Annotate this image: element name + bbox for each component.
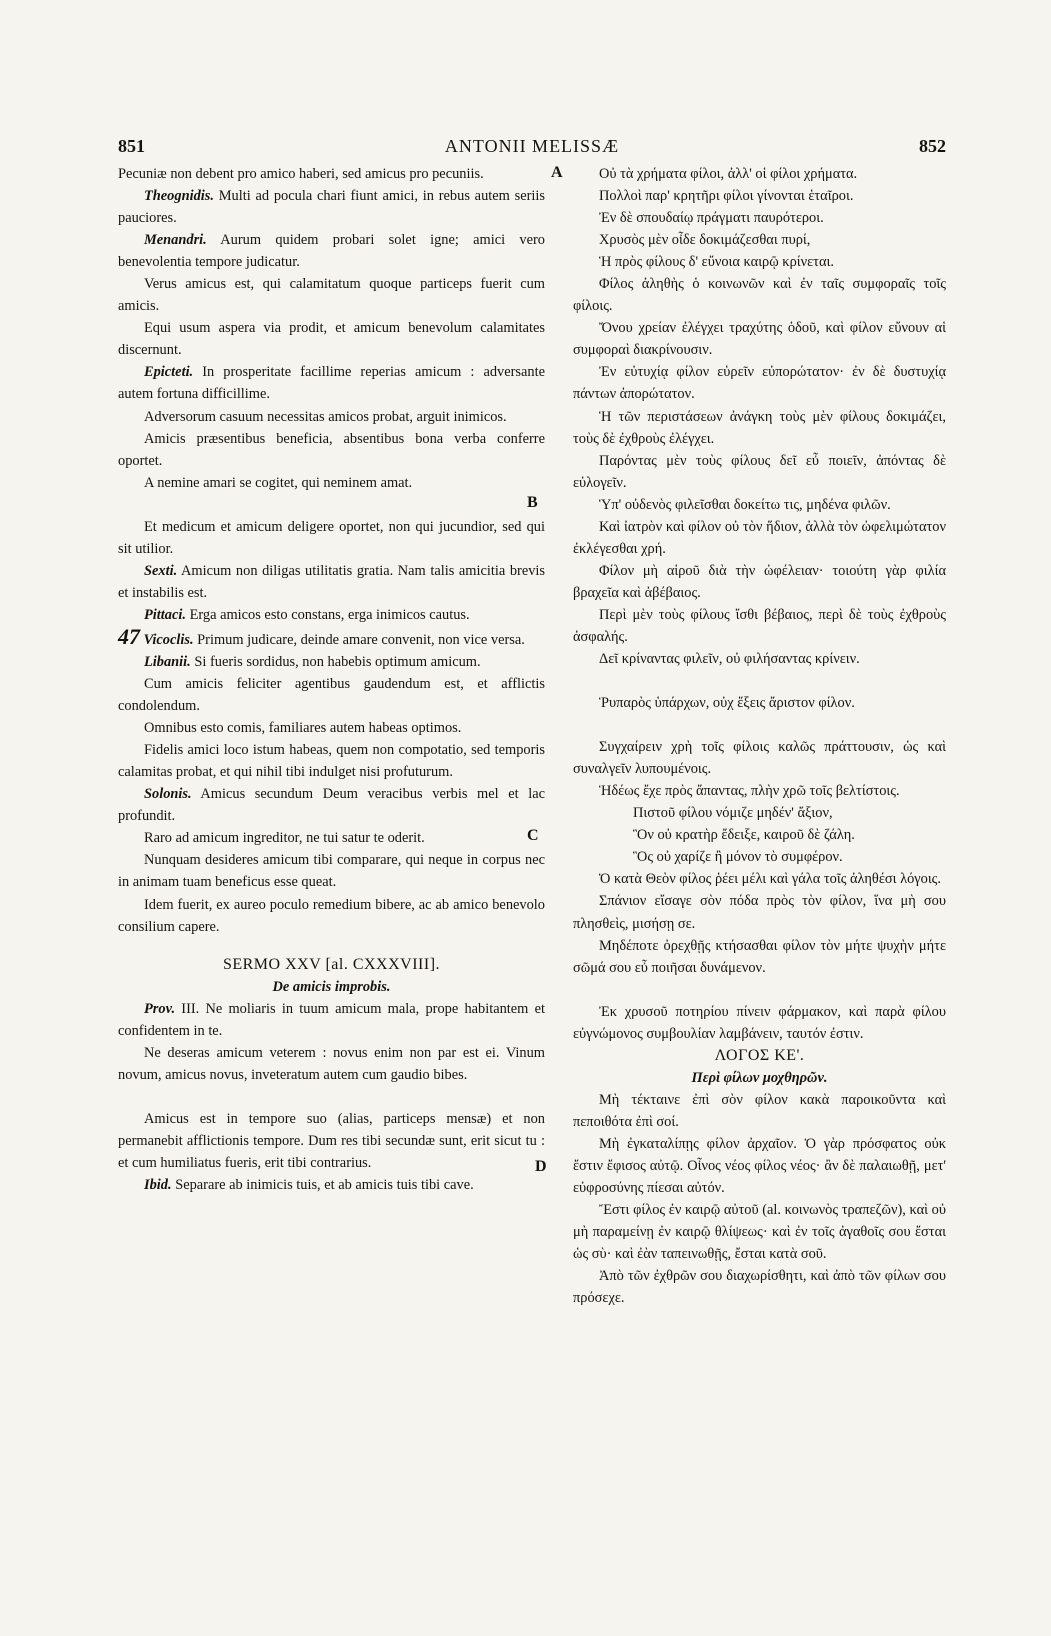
greek-paragraph: Φίλον μὴ αἱροῦ διὰ τὴν ὠφέλειαν· τοιούτη γὰρ φιλία βραχεῖα καὶ ἀβέβαιος. [573, 562, 946, 601]
greek-paragraph: Μὴ ἐγκαταλίπῃς φίλον ἀρχαῖον. Ὁ γὰρ πρόσφατος οὐκ ἔστιν ἔφισος αὐτῷ. Οἶνος νέος φίλος νέος· ἂν δὲ παλαιωθῇ, μετ' εὐφροσύνης πίεσαι αὐτόν. [573, 1135, 946, 1197]
latin-text: III. Ne moliaris in tuum amicum mala, prope habitantem et confidentem in te. [118, 1000, 545, 1039]
running-title: ANTONII MELISSÆ [444, 136, 620, 156]
spacer [118, 1086, 545, 1108]
latin-paragraph: Cum amicis feliciter agentibus gaudendum est, et afflictis condolendum. [118, 676, 545, 715]
greek-paragraph: Ἡ τῶν περιστάσεων ἀνάγκη τοὺς μὲν φίλους δοκιμάζει, τοὺς δὲ ἐχθροὺς ἐλέγχει. [573, 408, 946, 447]
latin-paragraph [118, 185, 545, 229]
latin-paragraph: Et medicum et amicum deligere oportet, non qui jucundior, sed qui sit utilior. [118, 518, 545, 557]
latin-paragraph [118, 560, 545, 604]
source-attribution: Solonis. [144, 786, 192, 803]
greek-paragraph: Ἀπὸ τῶν ἐχθρῶν σου διαχωρίσθητι, καὶ ἀπὸ τῶν φίλων σου πρόσεχε. [573, 1268, 946, 1307]
latin-paragraph: Omnibus esto comis, familiares autem habeas optimos. [144, 720, 462, 737]
spacer [573, 714, 946, 736]
latin-paragraph: Amicus est in tempore suo (alias, particeps mensæ) et non permanebit afflictionis tempore. Dum res tibi secundæ sunt, erit sicut tu : et cum humiliatus fueris, erit tibi contrarius. [118, 1110, 545, 1171]
greek-paragraph: Μὴ τέκταινε ἐπὶ σὸν φίλον κακὰ παροικοῦντα καὶ πεποιθότα ἐπὶ σοί. [573, 1091, 946, 1130]
greek-verse-line: Ἐν δὲ σπουδαίῳ πράγματι παυρότεροι. [599, 210, 824, 227]
greek-paragraph: Ἔστι φίλος ἐν καιρῷ αὐτοῦ (al. κοινωνὸς τραπεζῶν), καὶ οὐ μὴ παραμείνῃ ἐν καιρῷ θλίψεως· καὶ ἐν τοῖς ἀγαθοῖς σου ἔσται ὡς σὺ· καὶ ἐὰν ταπεινωθῇς, ἔσται κατὰ σοῦ. [573, 1202, 946, 1263]
greek-paragraph: Ὄνου χρείαν ἐλέγχει τραχύτης ὁδοῦ, καὶ φίλον εὔνουν αἱ συμφοραὶ διακρίνουσιν. [573, 320, 946, 359]
greek-verse-line: Πολλοὶ παρ' κρητῆρι φίλοι γίνονται ἑταῖροι. [599, 188, 854, 205]
latin-paragraph: A nemine amari se cogitet, qui neminem amat. [144, 474, 413, 491]
greek-verse-line: Ὃς οὐ χαρίζε ἢ μόνον τὸ συμφέρον. [633, 849, 843, 866]
source-attribution: Menandri. [144, 232, 207, 249]
latin-paragraph [118, 1174, 545, 1196]
spacer [118, 938, 545, 954]
source-attribution: Ibid. [144, 1177, 172, 1194]
logos-heading: ΛΟΓΟΣ ΚΕ'. [714, 1046, 805, 1064]
margin-marker-b: B [527, 494, 538, 511]
latin-paragraph: Fidelis amici loco istum habeas, quem non compotatio, sed temporis calamitas probat, et qui nihil tibi indulget nisi profuturum. [118, 742, 545, 781]
spacer [573, 979, 946, 1001]
margin-marker-a: A [551, 164, 563, 181]
latin-paragraph: Amicis præsentibus beneficia, absentibus bona verba conferre oportet. [118, 430, 545, 469]
latin-text: Erga amicos esto constans, erga inimicos cautus. [185, 606, 470, 623]
latin-paragraph [118, 998, 545, 1042]
latin-text: Primum judicare, deinde amare convenit, non vice versa. [193, 631, 525, 648]
latin-paragraph: Equi usum aspera via prodit, et amicum benevolum calamitates discernunt. [118, 320, 545, 359]
latin-paragraph: Ne deseras amicum veterem : novus enim non par est ei. Vinum novum, amicus novus, inveteratum autem cum gaudio bibes. [118, 1044, 545, 1083]
margin-marker-c: C [527, 827, 539, 844]
source-attribution: Pittaci. [144, 606, 186, 623]
greek-paragraph: Ἐκ χρυσοῦ ποτηρίου πίνειν φάρμακον, καὶ παρὰ φίλου εὐγνώμονος συμβουλίαν λαμβάνειν, ταυτόν ἐστιν. [573, 1003, 946, 1042]
latin-column [118, 163, 545, 1196]
latin-text: Amicum non diligas utilitatis gratia. Nam talis amicitia brevis et instabilis est. [118, 562, 545, 601]
greek-paragraph: Συγχαίρειν χρὴ τοῖς φίλοις καλῶς πράττουσιν, ὡς καὶ συναλγεῖν λυπουμένοις. [573, 739, 946, 778]
greek-paragraph: Σπάνιον εἴσαγε σὸν πόδα πρὸς τὸν φίλον, ἵνα μὴ σου πλησθεὶς, μισήσῃ σε. [573, 893, 946, 932]
sermo-subheading: De amicis improbis. [272, 978, 391, 995]
source-attribution: Theognidis. [144, 188, 214, 205]
greek-paragraph: Καὶ ἰατρὸν καὶ φίλον οὐ τὸν ἥδιον, ἀλλὰ τὸν ὠφελιμώτατον ἐκλέγεσθαι χρή. [573, 518, 946, 557]
greek-paragraph: Ἐν εὐτυχίᾳ φίλον εὑρεῖν εὐπορώτατον· ἐν δὲ δυστυχίᾳ πάντων ἀπορώτατον. [573, 364, 946, 403]
greek-paragraph: Ὑπ' οὐδενὸς φιλεῖσθαι δοκείτω τις, μηδένα φιλῶν. [599, 496, 891, 513]
greek-paragraph: Μηδέποτε ὀρεχθῇς κτήσασθαι φίλον τὸν μήτε ψυχὴν μήτε σῶμά σου εὖ ποιῆσαι δυνάμενον. [573, 937, 946, 976]
greek-paragraph: Δεῖ κρίναντας φιλεῖν, οὐ φιλήσαντας κρίνειν. [599, 651, 860, 668]
latin-paragraph [118, 604, 545, 626]
greek-verse-line: Ἡ πρὸς φίλους δ' εὔνοια καιρῷ κρίνεται. [599, 254, 834, 271]
latin-paragraph [118, 163, 545, 185]
greek-verse-line: Πιστοῦ φίλου νόμιζε μηδέν' ἄξιον, [633, 805, 833, 822]
spacer [573, 670, 946, 692]
latin-text: In prosperitate facillime reperias amicum : adversante autem fortuna difficillime. [118, 364, 545, 403]
page-number-right: 852 [919, 136, 946, 156]
latin-paragraph: Adversorum casuum necessitas amicos probat, arguit inimicos. [144, 408, 507, 425]
latin-paragraph: Nunquam desideres amicum tibi comparare, qui neque in corpus nec in animam tuam beneficus esse queat. [118, 852, 545, 891]
source-attribution: Prov. [144, 1000, 176, 1017]
greek-verse-line: Ὃν οὐ κρατὴρ ἔδειξε, καιροῦ δὲ ζάλη. [633, 827, 855, 844]
column-number: 47 [118, 623, 140, 649]
greek-paragraph: Οὐ τὰ χρήματα φίλοι, ἀλλ' οἱ φίλοι χρήματα. [599, 166, 858, 182]
latin-paragraph [118, 623, 545, 651]
latin-text: Amicus secundum Deum veracibus verbis mel et lac profundit. [118, 786, 545, 825]
greek-paragraph: Ὁ κατὰ Θεὸν φίλος ῥέει μέλι καὶ γάλα τοῖς ἀληθέσι λόγοις. [599, 871, 941, 888]
sermo-heading: SERMO XXV [al. CXXXVIII]. [222, 955, 441, 973]
source-attribution: Sexti. [144, 562, 178, 579]
source-attribution: Vicoclis. [143, 631, 194, 648]
latin-text: Si fueris sordidus, non habebis optimum amicum. [190, 653, 481, 670]
latin-text: Multi ad pocula chari fiunt amici, in rebus autem seriis pauciores. [118, 188, 545, 227]
latin-paragraph [118, 361, 545, 405]
latin-paragraph [118, 783, 545, 827]
page-number-left: 851 [118, 136, 145, 156]
margin-marker-d: D [535, 1158, 547, 1175]
latin-text: Pecuniæ non debent pro amico haberi, sed amicus pro pecuniis. [118, 166, 484, 182]
latin-text: Aurum quidem probari solet igne; amici vero benevolentia tempore judicatur. [118, 232, 545, 271]
greek-paragraph: Φίλος ἀληθὴς ὁ κοινωνῶν καὶ ἐν ταῖς συμφοραῖς τοῖς φίλοις. [573, 276, 946, 315]
spacer [118, 494, 545, 516]
greek-paragraph: Παρόντας μὲν τοὺς φίλους δεῖ εὖ ποιεῖν, ἀπόντας δὲ εὐλογεῖν. [573, 452, 946, 491]
running-header [118, 134, 946, 158]
greek-paragraph: Ῥυπαρὸς ὑπάρχων, οὐχ ἕξεις ἄριστον φίλον. [599, 695, 855, 712]
latin-paragraph: Verus amicus est, qui calamitatum quoque particeps fuerit cum amicis. [118, 276, 545, 315]
greek-paragraph: Περὶ μὲν τοὺς φίλους ἴσθι βέβαιος, περὶ δὲ τοὺς ἐχθροὺς ἀσφαλής. [573, 606, 946, 645]
latin-paragraph: Idem fuerit, ex aureo poculo remedium bibere, ac ab amico benevolo consilium capere. [118, 896, 545, 935]
latin-paragraph: Raro ad amicum ingreditor, ne tui satur te oderit. [144, 830, 425, 847]
latin-text: Separare ab inimicis tuis, et ab amicis tuis tibi cave. [171, 1177, 474, 1194]
latin-paragraph [118, 229, 545, 273]
greek-paragraph: Ἡδέως ἔχε πρὸς ἅπαντας, πλὴν χρῶ τοῖς βελτίστοις. [599, 783, 900, 800]
latin-paragraph [118, 651, 545, 673]
source-attribution: Libanii. [144, 653, 191, 670]
logos-subheading: Περὶ φίλων μοχθηρῶν. [691, 1069, 828, 1086]
source-attribution: Epicteti. [144, 364, 194, 381]
greek-verse-line: Χρυσὸς μὲν οἶδε δοκιμάζεσθαι πυρί, [599, 232, 811, 249]
greek-column [573, 163, 946, 1309]
